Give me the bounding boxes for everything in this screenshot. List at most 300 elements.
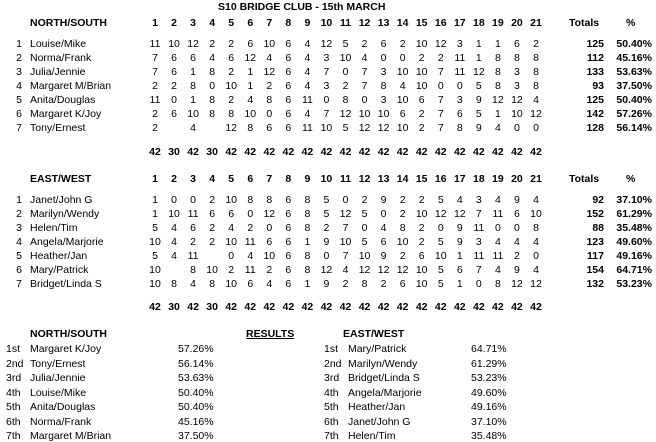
score-cell: 10	[415, 80, 428, 92]
score-cell: 6	[171, 52, 177, 64]
score-cell: 4	[190, 122, 197, 134]
score-cell: 4	[304, 80, 311, 92]
score-cell: 8	[533, 222, 539, 234]
round-header: 18	[473, 173, 485, 185]
score-cell: 7	[323, 66, 330, 78]
score-cell: 8	[228, 108, 235, 120]
ew-result-name: Janet/John G	[348, 415, 411, 428]
column-total: 42	[149, 301, 161, 313]
score-cell: 1	[475, 38, 482, 50]
ew-place: 7th	[324, 430, 339, 442]
score-cell: 4	[533, 236, 539, 248]
score-cell: 10	[263, 38, 276, 50]
score-cell: 8	[533, 52, 539, 64]
score-cell: 8	[494, 52, 501, 64]
ew-result-percent: 35.48%	[471, 430, 507, 442]
score-cell: 5	[475, 108, 482, 120]
column-total: 42	[149, 146, 161, 158]
ew-result-name: Mary/Patrick	[348, 343, 407, 355]
round-header: 12	[358, 173, 371, 185]
score-cell: 6	[209, 208, 216, 220]
pair-number: 3	[16, 66, 22, 78]
round-header: 8	[285, 17, 292, 29]
ns-result-name: Louise/Mike	[30, 386, 87, 399]
north_south-heading: NORTH/SOUTH	[30, 17, 107, 29]
column-total: 30	[206, 146, 218, 158]
score-cell: 7	[323, 108, 330, 120]
ew-place: 4th	[324, 386, 339, 399]
score-cell: 10	[206, 264, 218, 276]
score-cell: 2	[418, 222, 425, 234]
pair-name: Anita/Douglas	[30, 94, 96, 106]
ns-result-name: Anita/Douglas	[30, 401, 96, 413]
score-cell: 11	[301, 122, 313, 134]
score-cell: 12	[358, 122, 371, 134]
score-cell: 4	[533, 94, 539, 106]
pair-number: 2	[16, 52, 22, 64]
pair-number: 1	[16, 194, 22, 206]
totals-header: Totals	[569, 173, 600, 185]
score-cell: 5	[437, 278, 444, 290]
score-cell: 4	[399, 80, 406, 92]
percent-header: %	[626, 173, 636, 185]
score-cell: 6	[285, 222, 292, 234]
score-cell: 8	[304, 208, 311, 220]
pair-number: 6	[16, 108, 22, 120]
score-cell: 2	[361, 194, 368, 206]
round-header: 5	[228, 17, 235, 29]
column-total: 42	[396, 146, 409, 158]
score-cell: 10	[511, 108, 523, 120]
round-header: 1	[152, 173, 158, 185]
score-cell: 10	[377, 108, 390, 120]
score-cell: 5	[152, 222, 158, 234]
score-cell: 0	[494, 222, 501, 234]
column-total: 42	[320, 146, 333, 158]
score-cell: 12	[530, 108, 542, 120]
score-cell: 6	[247, 278, 254, 290]
score-cell: 8	[304, 264, 311, 276]
score-cell: 11	[492, 208, 504, 220]
score-cell: 0	[361, 94, 368, 106]
score-cell: 4	[228, 222, 235, 234]
score-cell: 0	[323, 250, 330, 262]
column-total: 42	[358, 146, 371, 158]
pair-name: Helen/Tim	[30, 222, 78, 234]
score-cell: 6	[247, 38, 254, 50]
score-cell: 5	[437, 264, 444, 276]
score-cell: 10	[225, 194, 238, 206]
pair-percent: 53.23%	[616, 278, 652, 290]
score-cell: 11	[473, 250, 485, 262]
score-cell: 9	[323, 236, 330, 248]
score-cell: 6	[285, 80, 292, 92]
pair-total: 123	[586, 236, 604, 248]
score-cell: 12	[511, 94, 523, 106]
pair-total: 93	[592, 80, 604, 92]
ns-result-percent: 45.16%	[178, 415, 214, 428]
score-cell: 2	[399, 250, 406, 262]
score-cell: 1	[475, 52, 482, 64]
pair-percent: 61.29%	[616, 208, 652, 220]
ns-result-percent: 50.40%	[178, 386, 214, 399]
round-header: 4	[209, 173, 216, 185]
round-header: 8	[285, 173, 292, 185]
score-cell: 9	[380, 250, 387, 262]
score-cell: 9	[475, 94, 482, 106]
score-cell: 0	[533, 250, 539, 262]
column-total: 30	[168, 301, 180, 313]
pair-percent: 49.16%	[616, 250, 652, 262]
score-cell: 0	[171, 94, 177, 106]
ns-result-percent: 37.50%	[178, 430, 214, 442]
score-cell: 10	[168, 38, 180, 50]
round-header: 2	[171, 173, 177, 185]
score-cell: 4	[171, 236, 177, 248]
pair-percent: 37.50%	[616, 80, 652, 92]
score-cell: 6	[285, 208, 292, 220]
pair-percent: 49.60%	[616, 236, 652, 248]
round-header: 9	[304, 17, 311, 29]
score-cell: 6	[285, 94, 292, 106]
ew-result-percent: 49.60%	[471, 386, 507, 399]
score-cell: 4	[456, 194, 463, 206]
score-cell: 9	[456, 222, 463, 234]
score-cell: 6	[228, 208, 235, 220]
pair-total: 92	[592, 194, 604, 206]
score-cell: 10	[149, 236, 161, 248]
score-cell: 12	[511, 278, 523, 290]
score-cell: 10	[415, 264, 428, 276]
column-total: 42	[511, 146, 523, 158]
pair-total: 88	[592, 222, 604, 234]
column-total: 42	[453, 146, 466, 158]
score-cell: 10	[415, 208, 428, 220]
score-cell: 2	[209, 236, 216, 248]
pair-total: 117	[587, 250, 604, 262]
score-cell: 4	[494, 236, 501, 248]
score-cell: 4	[171, 222, 177, 234]
score-cell: 10	[320, 122, 333, 134]
pair-number: 6	[16, 264, 22, 276]
column-total: 42	[415, 146, 428, 158]
score-cell: 10	[225, 236, 238, 248]
pair-percent: 45.16%	[616, 52, 652, 64]
score-cell: 10	[530, 208, 542, 220]
score-cell: 12	[492, 94, 504, 106]
score-cell: 4	[247, 250, 254, 262]
score-cell: 6	[228, 52, 235, 64]
score-cell: 7	[361, 66, 368, 78]
round-header: 16	[434, 17, 447, 29]
pair-percent: 64.71%	[616, 264, 652, 276]
score-cell: 8	[533, 66, 539, 78]
score-cell: 6	[285, 66, 292, 78]
score-cell: 7	[152, 52, 158, 64]
score-cell: 2	[152, 122, 158, 134]
column-total: 42	[358, 301, 371, 313]
score-cell: 7	[437, 66, 444, 78]
score-cell: 6	[285, 278, 292, 290]
column-total: 42	[263, 301, 276, 313]
score-cell: 5	[323, 208, 330, 220]
score-cell: 7	[152, 66, 158, 78]
score-cell: 4	[266, 278, 273, 290]
column-total: 42	[511, 301, 523, 313]
score-cell: 1	[190, 66, 197, 78]
score-cell: 0	[171, 194, 177, 206]
pair-name: Mary/Patrick	[30, 264, 89, 276]
ew-result-name: Helen/Tim	[348, 430, 396, 442]
score-cell: 8	[209, 278, 216, 290]
pair-name: Marilyn/Wendy	[30, 208, 100, 220]
score-cell: 0	[323, 94, 330, 106]
score-cell: 10	[396, 122, 409, 134]
column-total: 42	[453, 301, 466, 313]
score-cell: 2	[209, 222, 216, 234]
score-cell: 8	[247, 194, 254, 206]
pair-total: 125	[586, 94, 604, 106]
ns-place: 6th	[6, 415, 21, 428]
score-cell: 8	[304, 194, 311, 206]
score-cell: 1	[456, 278, 463, 290]
pair-name: Bridget/Linda S	[30, 278, 102, 290]
score-cell: 12	[434, 208, 447, 220]
score-cell: 10	[225, 80, 238, 92]
pair-number: 3	[16, 222, 22, 234]
score-cell: 8	[361, 278, 368, 290]
score-cell: 10	[434, 250, 447, 262]
pair-number: 2	[16, 208, 22, 220]
score-cell: 4	[514, 236, 520, 248]
score-cell: 12	[377, 264, 390, 276]
pair-percent: 53.63%	[616, 66, 652, 78]
score-cell: 5	[475, 80, 482, 92]
score-cell: 11	[149, 38, 161, 50]
score-cell: 2	[342, 278, 349, 290]
score-cell: 3	[514, 80, 520, 92]
score-cell: 4	[533, 264, 539, 276]
ns-result-name: Julia/Jennie	[30, 372, 86, 384]
pair-total: 125	[586, 38, 604, 50]
score-cell: 12	[473, 66, 485, 78]
score-cell: 0	[266, 108, 273, 120]
column-total: 42	[320, 301, 333, 313]
score-cell: 1	[304, 278, 311, 290]
score-cell: 10	[358, 250, 371, 262]
score-cell: 2	[171, 80, 177, 92]
score-cell: 2	[266, 264, 273, 276]
score-cell: 5	[152, 250, 158, 262]
score-cell: 12	[396, 264, 409, 276]
score-cell: 5	[323, 194, 330, 206]
score-cell: 4	[171, 250, 177, 262]
score-cell: 4	[304, 108, 311, 120]
score-cell: 2	[266, 80, 273, 92]
round-header: 3	[190, 17, 197, 29]
ns-result-percent: 57.26%	[178, 343, 214, 355]
score-cell: 9	[475, 122, 482, 134]
ew-result-percent: 49.16%	[471, 401, 507, 413]
score-cell: 4	[304, 66, 311, 78]
ew-result-percent: 61.29%	[471, 357, 507, 370]
pair-percent: 57.26%	[616, 108, 652, 120]
score-cell: 6	[285, 38, 292, 50]
column-total: 42	[282, 146, 295, 158]
score-cell: 10	[396, 94, 409, 106]
round-header: 10	[320, 173, 333, 185]
score-cell: 6	[285, 194, 292, 206]
score-cell: 6	[399, 278, 406, 290]
pair-name: Angela/Marjorie	[30, 236, 104, 248]
score-cell: 0	[247, 208, 254, 220]
score-cell: 9	[514, 264, 520, 276]
score-cell: 0	[342, 194, 349, 206]
score-cell: 12	[320, 264, 333, 276]
pair-percent: 50.40%	[616, 94, 652, 106]
page-title: S10 BRIDGE CLUB - 15th MARCH	[218, 1, 386, 13]
pair-percent: 37.10%	[616, 194, 652, 206]
score-cell: 12	[358, 264, 371, 276]
score-cell: 3	[380, 66, 387, 78]
score-cell: 12	[434, 38, 447, 50]
score-cell: 8	[342, 94, 349, 106]
score-cell: 9	[323, 278, 330, 290]
results-title: RESULTS	[246, 328, 295, 340]
score-cell: 10	[187, 108, 199, 120]
ns-result-percent: 56.14%	[178, 357, 214, 370]
score-cell: 1	[247, 80, 254, 92]
score-cell: 0	[190, 194, 197, 206]
score-cell: 10	[415, 66, 428, 78]
score-cell: 5	[342, 38, 349, 50]
score-cell: 8	[494, 80, 501, 92]
score-cell: 7	[437, 108, 444, 120]
score-cell: 6	[418, 250, 425, 262]
score-cell: 3	[475, 194, 482, 206]
pair-number: 7	[16, 122, 22, 134]
ew-place: 1st	[324, 343, 339, 355]
score-cell: 2	[533, 38, 539, 50]
score-cell: 3	[456, 38, 463, 50]
score-cell: 2	[399, 208, 406, 220]
score-cell: 10	[415, 38, 428, 50]
column-total: 42	[225, 301, 238, 313]
column-total: 42	[377, 146, 390, 158]
ew-result-percent: 37.10%	[471, 415, 507, 428]
ns-result-name: Norma/Frank	[30, 415, 92, 428]
score-cell: 2	[418, 194, 425, 206]
score-cell: 8	[514, 52, 520, 64]
column-total: 42	[473, 301, 485, 313]
score-cell: 12	[225, 122, 238, 134]
pair-total: 133	[586, 66, 604, 78]
score-cell: 12	[453, 208, 466, 220]
round-header: 18	[473, 17, 485, 29]
percent-header: %	[626, 17, 636, 29]
score-cell: 2	[418, 52, 425, 64]
score-cell: 10	[415, 278, 428, 290]
score-cell: 11	[244, 264, 256, 276]
score-cell: 6	[190, 52, 197, 64]
score-cell: 2	[418, 108, 425, 120]
score-cell: 12	[187, 38, 199, 50]
pair-number: 5	[16, 250, 22, 262]
score-cell: 8	[494, 278, 501, 290]
score-cell: 1	[304, 236, 311, 248]
score-cell: 0	[475, 278, 482, 290]
score-cell: 0	[380, 208, 387, 220]
score-cell: 2	[418, 236, 425, 248]
ew-result-percent: 53.23%	[471, 372, 507, 384]
ns-result-percent: 50.40%	[178, 401, 214, 413]
column-total: 42	[377, 301, 390, 313]
round-header: 15	[415, 173, 428, 185]
score-cell: 2	[342, 80, 349, 92]
score-cell: 0	[514, 222, 520, 234]
pair-name: Louise/Mike	[30, 38, 87, 50]
score-cell: 12	[339, 208, 352, 220]
round-header: 14	[396, 173, 409, 185]
score-cell: 0	[380, 52, 387, 64]
score-cell: 5	[437, 236, 444, 248]
score-cell: 10	[339, 52, 352, 64]
pair-name: Margaret K/Joy	[30, 108, 102, 120]
column-total: 42	[339, 301, 352, 313]
score-cell: 11	[149, 94, 161, 106]
score-cell: 6	[514, 208, 520, 220]
column-total: 42	[492, 146, 504, 158]
score-cell: 7	[437, 122, 444, 134]
column-total: 42	[434, 146, 447, 158]
totals-header: Totals	[569, 17, 600, 29]
score-cell: 4	[342, 264, 349, 276]
column-total: 42	[225, 146, 238, 158]
round-header: 5	[228, 173, 235, 185]
score-cell: 3	[380, 94, 387, 106]
round-header: 11	[339, 17, 352, 29]
score-cell: 8	[171, 278, 177, 290]
score-cell: 4	[361, 52, 368, 64]
score-cell: 11	[187, 208, 199, 220]
score-cell: 9	[456, 236, 463, 248]
ew-result-name: Angela/Marjorie	[348, 386, 422, 399]
score-cell: 2	[190, 236, 197, 248]
score-cell: 6	[190, 222, 197, 234]
score-cell: 6	[171, 108, 177, 120]
pair-total: 154	[586, 264, 604, 276]
ns-place: 7th	[6, 430, 21, 442]
pair-total: 112	[587, 52, 604, 64]
round-header: 12	[358, 17, 371, 29]
score-cell: 4	[380, 222, 387, 234]
round-header: 17	[453, 173, 466, 185]
score-cell: 6	[285, 250, 292, 262]
score-cell: 4	[494, 122, 501, 134]
column-total: 42	[244, 301, 257, 313]
score-cell: 3	[323, 52, 330, 64]
pair-name: Tony/Ernest	[30, 122, 86, 134]
score-cell: 5	[361, 208, 368, 220]
score-cell: 2	[323, 222, 330, 234]
score-cell: 0	[437, 222, 444, 234]
ns-place: 3rd	[6, 372, 22, 384]
ew-place: 3rd	[324, 372, 340, 384]
score-cell: 10	[339, 236, 352, 248]
score-cell: 8	[190, 264, 197, 276]
score-cell: 2	[514, 250, 520, 262]
score-cell: 11	[473, 222, 485, 234]
